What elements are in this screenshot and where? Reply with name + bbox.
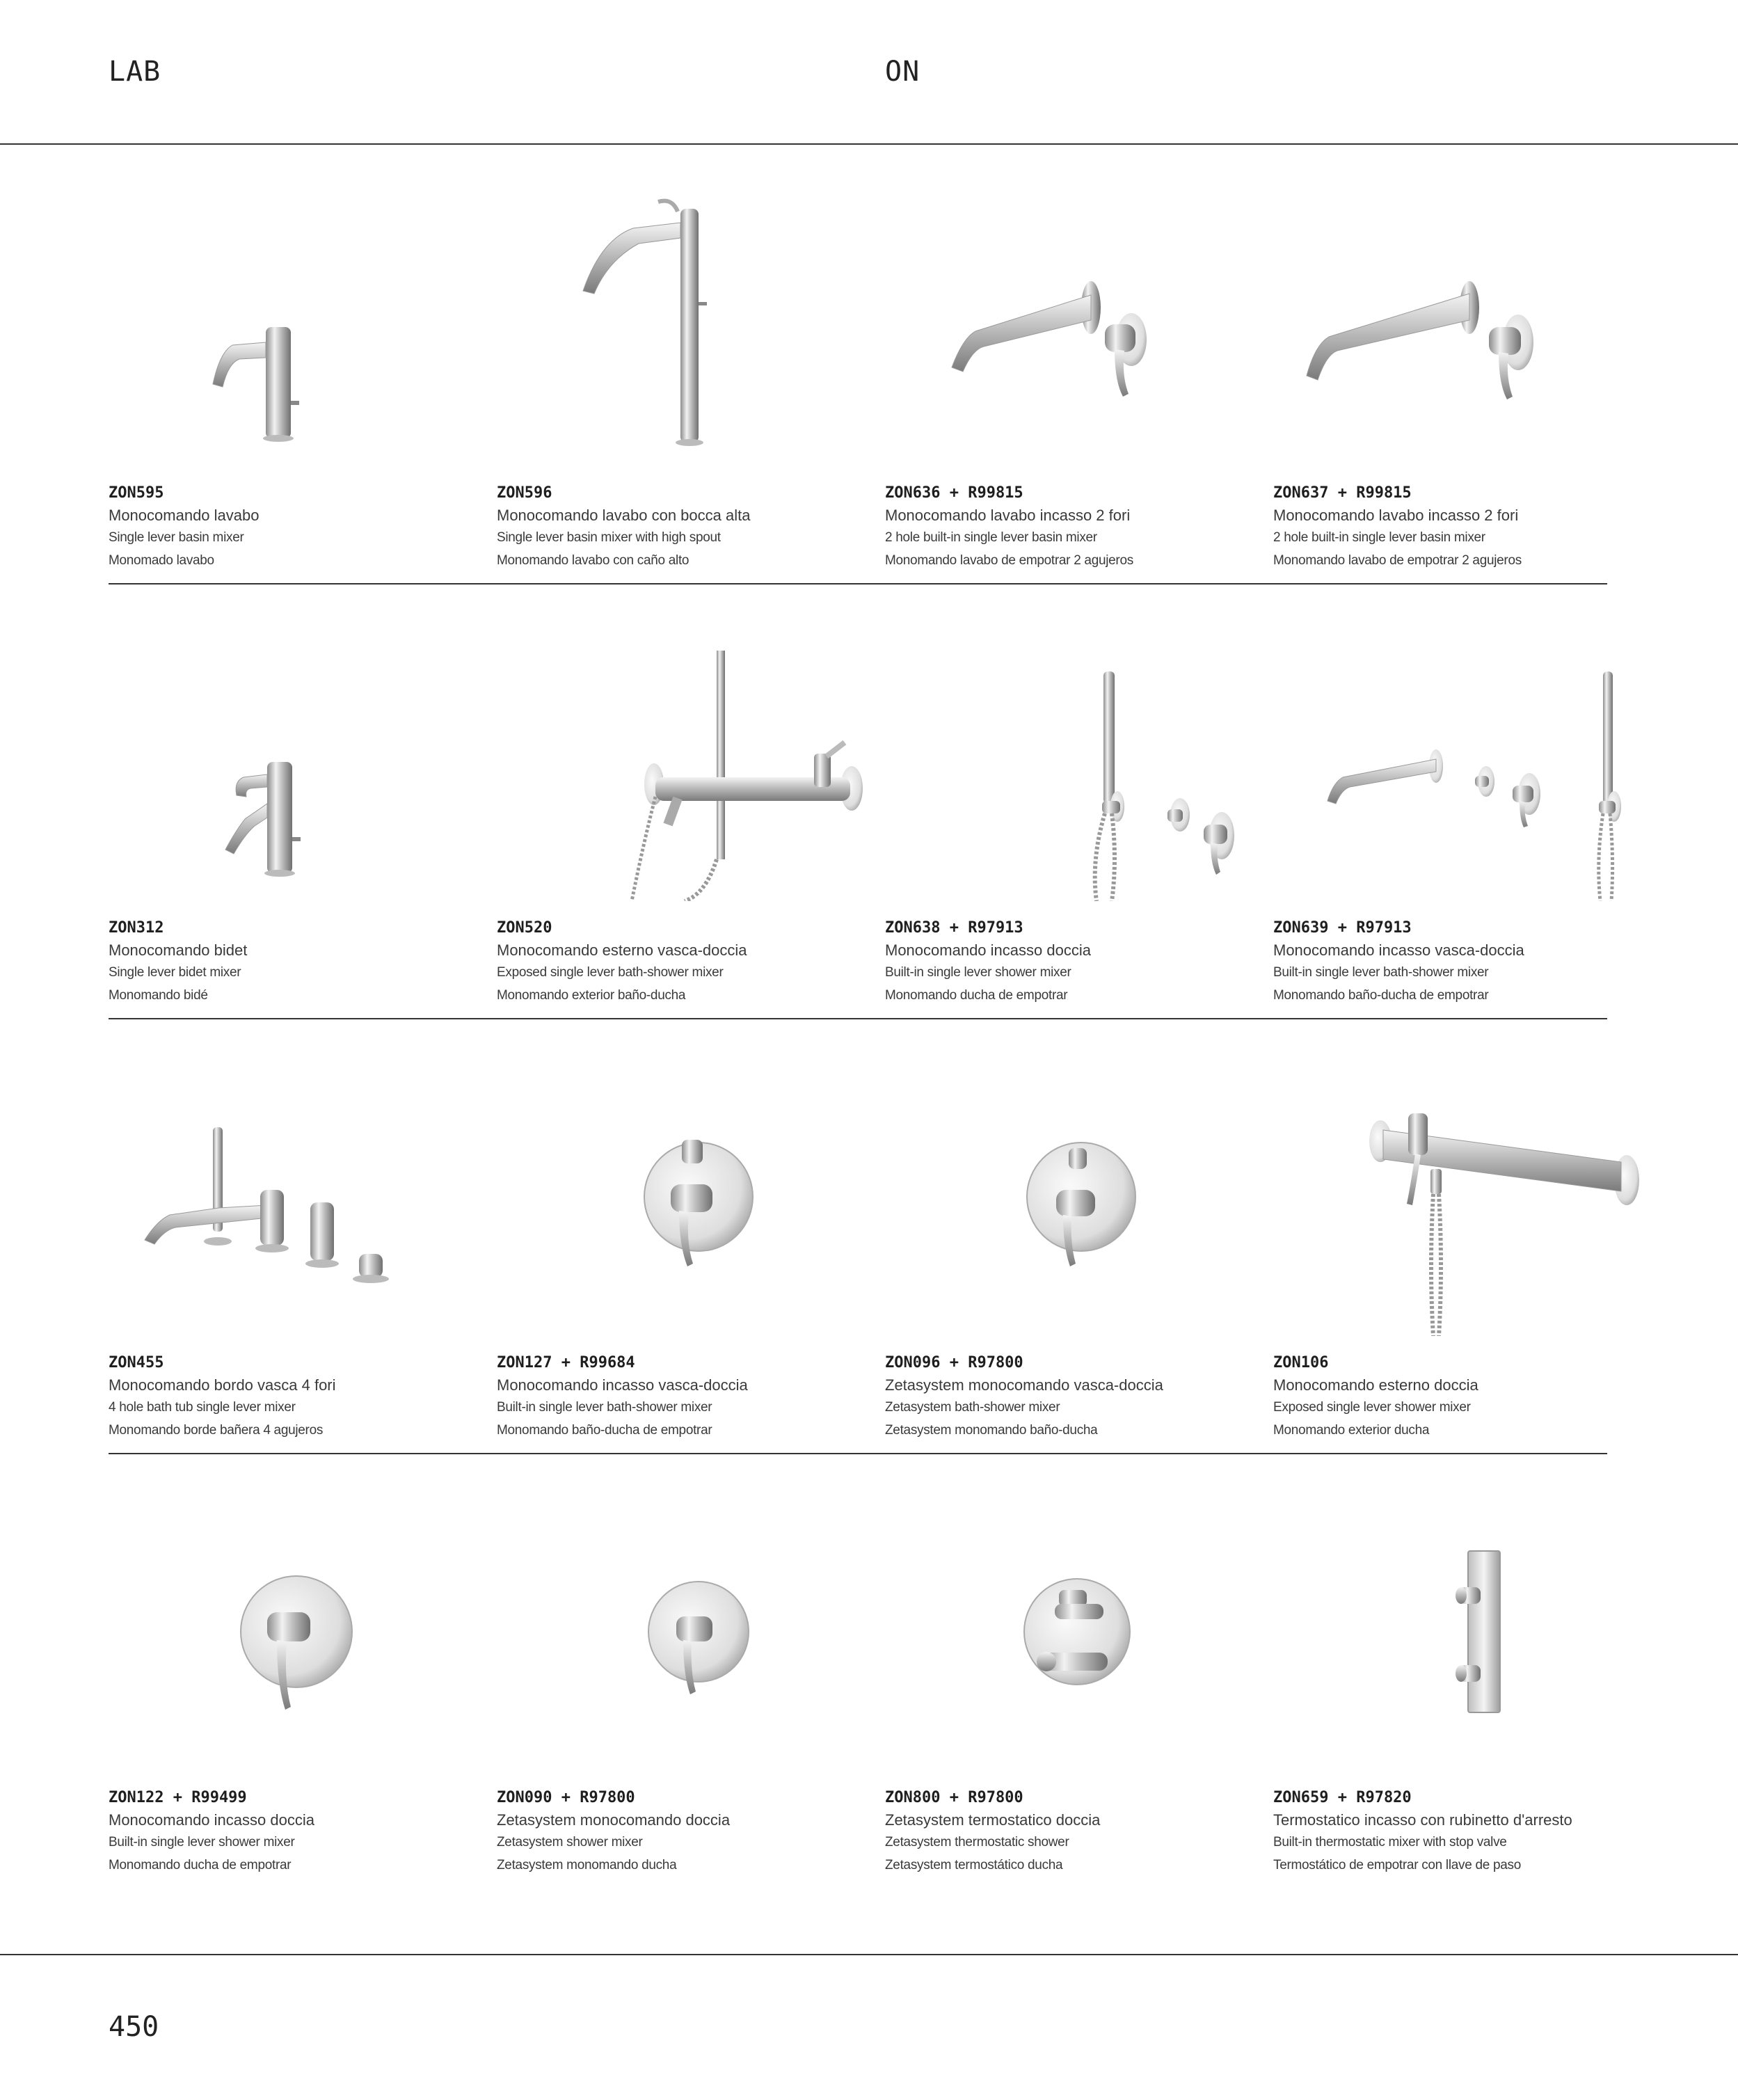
product-item (497, 609, 885, 1044)
deck-bath-mixer-icon (109, 1058, 497, 1336)
round-plate-diverter-mixer-icon (885, 1058, 1273, 1336)
catalog-row (109, 1454, 1607, 1889)
product-name-italian: Monocomando lavabo (109, 507, 260, 524)
product-item (1273, 1044, 1661, 1479)
product-item (1273, 609, 1661, 1044)
wall-basin-mixer-icon (885, 188, 1273, 466)
product-code: ZON106 (1273, 1354, 1329, 1371)
round-plate-thermostatic-icon (885, 1493, 1273, 1771)
page-number: 450 (109, 2011, 159, 2043)
product-code: ZON800 + R97800 (885, 1789, 1023, 1806)
product-name-spanish: Zetasystem monomando baño-ducha (885, 1423, 1098, 1438)
product-name-english: 2 hole built-in single lever basin mixer (885, 530, 1097, 545)
rectangular-plate-thermostatic-icon (1273, 1493, 1661, 1771)
product-code: ZON090 + R97800 (497, 1789, 635, 1806)
product-name-spanish: Zetasystem monomando ducha (497, 1858, 677, 1872)
collection-header: ON (885, 56, 920, 88)
product-name-english: Single lever bidet mixer (109, 965, 241, 980)
product-item (885, 1044, 1273, 1479)
product-name-spanish: Monomando ducha de empotrar (885, 988, 1068, 1003)
product-name-spanish: Monomando exterior ducha (1273, 1423, 1430, 1438)
product-code: ZON638 + R97913 (885, 919, 1023, 937)
catalog-row (109, 1019, 1607, 1454)
product-item (1273, 1479, 1661, 1914)
product-name-english: Single lever basin mixer with high spout (497, 530, 721, 545)
product-name-english: Built-in single lever shower mixer (885, 965, 1071, 980)
product-name-italian: Zetasystem termostatico doccia (885, 1811, 1101, 1829)
product-name-spanish: Monomando lavabo de empotrar 2 agujeros (1273, 553, 1522, 568)
product-name-italian: Monocomando incasso doccia (885, 941, 1091, 959)
product-name-spanish: Monomado lavabo (109, 553, 214, 568)
top-divider (0, 143, 1738, 145)
product-name-english: Built-in single lever shower mixer (109, 1835, 295, 1850)
product-item (885, 174, 1273, 609)
product-code: ZON520 (497, 919, 552, 937)
product-name-english: Zetasystem shower mixer (497, 1835, 643, 1850)
product-item (497, 1479, 885, 1914)
product-name-spanish: Zetasystem termostático ducha (885, 1858, 1063, 1872)
product-code: ZON455 (109, 1354, 164, 1371)
product-name-italian: Monocomando lavabo incasso 2 fori (885, 507, 1131, 524)
product-name-italian: Zetasystem monocomando doccia (497, 1811, 731, 1829)
product-name-italian: Termostatico incasso con rubinetto d'arresto (1273, 1811, 1572, 1829)
wall-basin-mixer-long-icon (1273, 188, 1661, 466)
product-code: ZON659 + R97820 (1273, 1789, 1412, 1806)
basin-mixer-icon (109, 188, 497, 466)
product-code: ZON596 (497, 484, 552, 502)
product-name-english: Zetasystem bath-shower mixer (885, 1400, 1060, 1415)
catalog-row (109, 584, 1607, 1019)
product-name-spanish: Monomando exterior baño-ducha (497, 988, 686, 1003)
tall-basin-mixer-icon (497, 188, 885, 466)
product-code: ZON312 (109, 919, 164, 937)
product-name-spanish: Monomando borde bañera 4 agujeros (109, 1423, 324, 1438)
product-name-italian: Monocomando esterno doccia (1273, 1376, 1478, 1394)
product-name-english: Zetasystem thermostatic shower (885, 1835, 1069, 1850)
product-catalog (109, 174, 1607, 1889)
product-name-spanish: Termostático de empotrar con llave de paso (1273, 1858, 1521, 1872)
product-name-spanish: Monomando bidé (109, 988, 208, 1003)
exposed-shower-mixer-icon (1273, 1058, 1661, 1336)
product-name-italian: Monocomando incasso vasca-doccia (497, 1376, 748, 1394)
product-item (109, 1479, 497, 1914)
bottom-divider (0, 1954, 1738, 1955)
product-name-english: 2 hole built-in single lever basin mixer (1273, 530, 1485, 545)
product-name-italian: Monocomando lavabo incasso 2 fori (1273, 507, 1519, 524)
product-name-english: 4 hole bath tub single lever mixer (109, 1400, 296, 1415)
product-item (885, 1479, 1273, 1914)
round-plate-lever-mixer-icon (497, 1493, 885, 1771)
product-item (109, 174, 497, 609)
product-code: ZON122 + R99499 (109, 1789, 247, 1806)
product-name-english: Built-in single lever bath-shower mixer (497, 1400, 712, 1415)
product-name-italian: Monocomando bordo vasca 4 fori (109, 1376, 336, 1394)
product-name-english: Built-in single lever bath-shower mixer (1273, 965, 1489, 980)
product-name-italian: Monocomando lavabo con bocca alta (497, 507, 751, 524)
product-item (497, 174, 885, 609)
product-code: ZON096 + R97800 (885, 1354, 1023, 1371)
product-name-italian: Monocomando esterno vasca-doccia (497, 941, 747, 959)
exposed-bath-shower-mixer-icon (497, 623, 885, 901)
product-name-spanish: Monomando baño-ducha de empotrar (1273, 988, 1489, 1003)
product-code: ZON595 (109, 484, 164, 502)
product-name-english: Exposed single lever bath-shower mixer (497, 965, 724, 980)
round-plate-diverter-mixer-icon (497, 1058, 885, 1336)
product-code: ZON636 + R99815 (885, 484, 1023, 502)
product-name-italian: Zetasystem monocomando vasca-doccia (885, 1376, 1163, 1394)
product-code: ZON637 + R99815 (1273, 484, 1412, 502)
brand-header: LAB (109, 56, 161, 88)
product-name-italian: Monocomando bidet (109, 941, 248, 959)
catalog-row (109, 174, 1607, 584)
product-item (109, 1044, 497, 1479)
product-name-english: Exposed single lever shower mixer (1273, 1400, 1471, 1415)
product-code: ZON639 + R97913 (1273, 919, 1412, 937)
product-item (885, 609, 1273, 1044)
product-name-spanish: Monomando ducha de empotrar (109, 1858, 292, 1872)
round-plate-lever-mixer-icon (109, 1493, 497, 1771)
product-item (109, 609, 497, 1044)
built-in-bath-shower-set-icon (1273, 623, 1661, 901)
product-name-spanish: Monomando lavabo con caño alto (497, 553, 689, 568)
product-name-english: Single lever basin mixer (109, 530, 244, 545)
bidet-mixer-icon (109, 623, 497, 901)
product-code: ZON127 + R99684 (497, 1354, 635, 1371)
product-name-english: Built-in thermostatic mixer with stop valve (1273, 1835, 1507, 1850)
product-name-spanish: Monomando baño-ducha de empotrar (497, 1423, 712, 1438)
product-name-italian: Monocomando incasso vasca-doccia (1273, 941, 1524, 959)
product-name-italian: Monocomando incasso doccia (109, 1811, 314, 1829)
product-name-spanish: Monomando lavabo de empotrar 2 agujeros (885, 553, 1133, 568)
product-item (497, 1044, 885, 1479)
built-in-shower-set-icon (885, 623, 1273, 901)
product-item (1273, 174, 1661, 609)
